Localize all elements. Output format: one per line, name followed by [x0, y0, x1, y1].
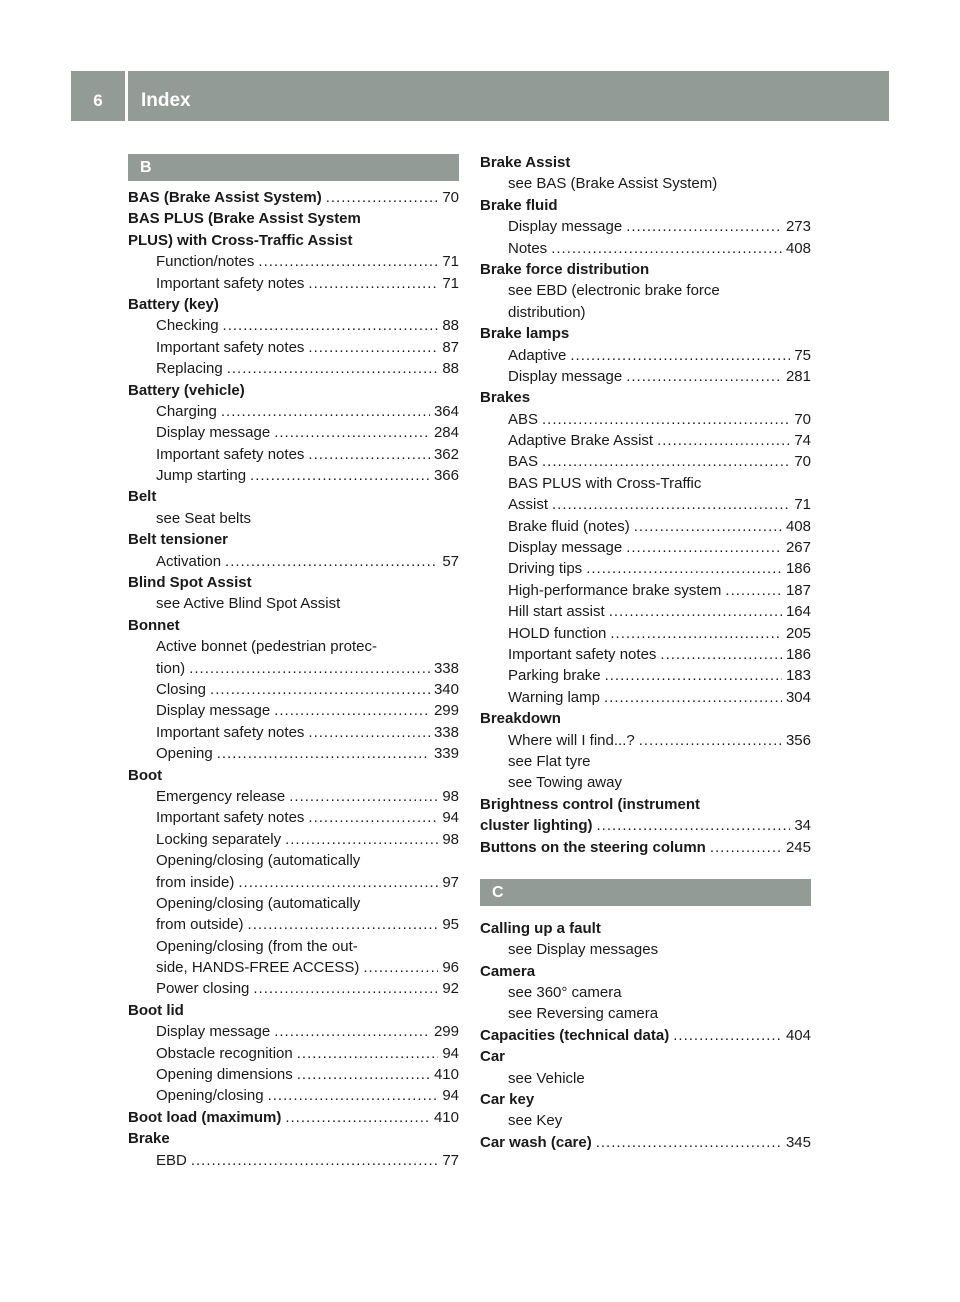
index-subentry — [128, 465, 459, 486]
index-entry — [128, 529, 459, 550]
entry-text: Emergency release — [156, 787, 286, 805]
index-subentry — [128, 251, 459, 272]
page-ref: 186 — [785, 560, 811, 578]
dot-leader — [363, 957, 438, 978]
index-subentry — [128, 315, 459, 336]
index-subentry — [128, 807, 459, 828]
dot-leader — [248, 914, 439, 935]
page-ref: 98 — [442, 787, 459, 805]
page-ref: 404 — [785, 1026, 811, 1044]
page-title: Index — [141, 90, 191, 111]
index-entry — [480, 961, 811, 982]
page-ref: 74 — [794, 432, 811, 450]
entry-text: Brake Assist — [480, 154, 571, 171]
dot-leader — [250, 465, 430, 486]
entry-text: Car wash (care) — [480, 1133, 592, 1151]
dot-leader — [238, 872, 438, 893]
entry-text: Opening/closing (from the out- — [156, 937, 358, 955]
dot-leader — [542, 409, 790, 430]
page-ref: 304 — [785, 688, 811, 706]
dot-leader — [610, 623, 782, 644]
entry-text: see 360° camera — [508, 984, 622, 1002]
entry-text: Hill start assist — [508, 603, 605, 621]
dot-leader — [605, 665, 782, 686]
index-entry — [480, 1046, 811, 1067]
entry-text: Car — [480, 1048, 506, 1066]
page-ref: 92 — [442, 980, 459, 998]
dot-leader — [597, 815, 791, 836]
page-ref: 408 — [785, 517, 811, 535]
entry-text: Brake lamps — [480, 325, 570, 343]
index-subentry — [480, 751, 811, 772]
dot-leader — [223, 315, 439, 336]
page-ref: 299 — [433, 702, 459, 720]
entry-text: Brake — [128, 1130, 170, 1148]
entry-text: Battery (vehicle) — [128, 381, 245, 399]
entry-text: see Display messages — [508, 941, 659, 959]
page-ref: 71 — [442, 274, 459, 292]
entry-text: see Flat tyre — [508, 752, 591, 770]
dot-leader — [274, 1021, 430, 1042]
dot-leader — [308, 337, 438, 358]
page-ref: 34 — [794, 817, 811, 835]
entry-text: High-performance brake system — [508, 581, 722, 599]
dot-leader — [268, 1085, 439, 1106]
dot-leader — [639, 730, 782, 751]
dot-leader — [289, 786, 438, 807]
index-subentry — [128, 1043, 459, 1064]
entry-text: Breakdown — [480, 710, 561, 728]
index-letter-heading: C — [480, 879, 811, 906]
entry-text: Display message — [508, 539, 623, 557]
entry-text: Warning lamp — [508, 688, 600, 706]
index-subentry — [480, 473, 811, 494]
entry-text: Power closing — [156, 980, 250, 998]
index-subentry — [128, 743, 459, 764]
index-subentry — [480, 537, 811, 558]
entry-text: Brake force distribution — [480, 260, 650, 278]
page-ref: 340 — [433, 680, 459, 698]
index-subentry — [480, 451, 811, 472]
entry-text: Display message — [508, 367, 623, 385]
index-subentry — [128, 978, 459, 999]
entry-text: Where will I find...? — [508, 731, 635, 749]
entry-text: see Seat belts — [156, 509, 252, 527]
index-subentry — [128, 337, 459, 358]
page-ref: 71 — [794, 496, 811, 514]
entry-text: Assist — [508, 496, 549, 514]
index-subentry — [480, 1003, 811, 1024]
entry-text: Car key — [480, 1091, 535, 1109]
index-subentry — [128, 1064, 459, 1085]
page-ref: 267 — [785, 539, 811, 557]
index-subentry — [480, 772, 811, 793]
dot-leader — [308, 722, 430, 743]
dot-leader — [634, 516, 782, 537]
index-subentry — [128, 872, 459, 893]
entry-text: Opening/closing (automatically — [156, 852, 361, 870]
dot-leader — [710, 837, 782, 858]
entry-text: Brake fluid — [480, 196, 558, 214]
index-subentry — [128, 1021, 459, 1042]
dot-leader — [586, 558, 782, 579]
entry-text: Driving tips — [508, 560, 583, 578]
index-entry — [480, 708, 811, 729]
index-subentry — [128, 850, 459, 871]
index-entry — [128, 486, 459, 507]
dot-leader — [225, 551, 438, 572]
entry-text: see BAS (Brake Assist System) — [508, 175, 718, 193]
entry-text: Replacing — [156, 360, 223, 378]
page-ref: 339 — [433, 745, 459, 763]
dot-leader — [570, 345, 790, 366]
entry-text: Charging — [156, 402, 217, 420]
entry-text: Parking brake — [508, 667, 601, 685]
index-entry — [128, 1107, 459, 1128]
page-ref: 75 — [794, 346, 811, 364]
index-entry — [480, 1025, 811, 1046]
index-subentry — [128, 1150, 459, 1171]
index-subentry — [480, 730, 811, 751]
page-ref: 71 — [442, 253, 459, 271]
page-ref: 95 — [442, 916, 459, 934]
entry-text: distribution) — [508, 303, 586, 321]
page-ref: 345 — [785, 1133, 811, 1151]
index-subentry — [128, 658, 459, 679]
page-ref: 70 — [442, 189, 459, 206]
index-subentry — [128, 722, 459, 743]
page-ref: 183 — [785, 667, 811, 685]
dot-leader — [326, 187, 439, 208]
entry-text: Blind Spot Assist — [128, 574, 252, 592]
index-subentry — [128, 636, 459, 657]
page-ref: 408 — [785, 239, 811, 257]
index-column-right — [480, 152, 811, 1153]
page-ref: 281 — [785, 367, 811, 385]
index-subentry — [128, 593, 459, 614]
dot-leader — [626, 366, 782, 387]
page-ref: 362 — [433, 445, 459, 463]
entry-text: Checking — [156, 317, 219, 335]
entry-text: Opening/closing — [156, 1087, 264, 1105]
index-letter-heading: B — [128, 154, 459, 181]
dot-leader — [210, 679, 430, 700]
page-ref: 186 — [785, 645, 811, 663]
dot-leader — [308, 273, 438, 294]
entry-text: HOLD function — [508, 624, 607, 642]
dot-leader — [227, 358, 439, 379]
entry-text: see Key — [508, 1112, 563, 1130]
index-subentry — [128, 957, 459, 978]
entry-text: from inside) — [156, 873, 235, 891]
page-ref: 205 — [785, 624, 811, 642]
dot-leader — [604, 687, 782, 708]
index-subentry — [480, 494, 811, 515]
index-entry — [480, 815, 811, 836]
index-entry — [128, 1128, 459, 1149]
entry-text: ABS — [508, 410, 539, 428]
entry-text: Closing — [156, 680, 207, 698]
entry-text: Locking separately — [156, 830, 282, 848]
index-subentry — [128, 273, 459, 294]
page-ref: 70 — [794, 410, 811, 428]
page-ref: 88 — [442, 360, 459, 378]
page-ref: 94 — [442, 1044, 459, 1062]
dot-leader — [217, 743, 430, 764]
index-subentry — [128, 358, 459, 379]
entry-text: see Vehicle — [508, 1069, 585, 1087]
dot-leader — [285, 1107, 430, 1128]
index-entry — [480, 837, 811, 858]
dot-leader — [258, 251, 438, 272]
entry-text: BAS PLUS (Brake Assist System — [128, 210, 361, 228]
entry-text: Brake fluid (notes) — [508, 517, 630, 535]
entry-text: Important safety notes — [156, 445, 305, 463]
entry-text: Boot — [128, 766, 163, 784]
index-entry — [480, 152, 811, 173]
entry-text: Opening dimensions — [156, 1066, 293, 1084]
entry-text: Display message — [156, 1023, 271, 1041]
index-subentry — [128, 786, 459, 807]
entry-text: Important safety notes — [156, 723, 305, 741]
dot-leader — [609, 601, 782, 622]
dot-leader — [253, 978, 438, 999]
index-entry — [128, 230, 459, 251]
entry-text: side, HANDS-FREE ACCESS) — [156, 959, 360, 977]
dot-leader — [297, 1043, 439, 1064]
dot-leader — [626, 537, 782, 558]
entry-text: Obstacle recognition — [156, 1044, 293, 1062]
index-entry — [128, 187, 459, 208]
entry-text: Important safety notes — [156, 274, 305, 292]
entry-text: Display message — [156, 702, 271, 720]
dot-leader — [660, 644, 782, 665]
index-subentry — [480, 345, 811, 366]
page-ref: 245 — [785, 838, 811, 856]
entry-text: Battery (key) — [128, 295, 219, 313]
index-subentry — [480, 1110, 811, 1131]
entry-text: tion) — [156, 659, 186, 677]
page-ref: 88 — [442, 317, 459, 335]
dot-leader — [725, 580, 782, 601]
page-ref: 57 — [442, 552, 459, 570]
entry-text: Brightness control (instrument — [480, 795, 701, 813]
entry-text: Belt tensioner — [128, 531, 229, 549]
index-subentry — [480, 939, 811, 960]
entry-text: BAS (Brake Assist System) — [128, 189, 322, 206]
dot-leader — [191, 1150, 438, 1171]
page-ref: 164 — [785, 603, 811, 621]
index-subentry — [128, 422, 459, 443]
dot-leader — [274, 700, 430, 721]
index-subentry — [480, 601, 811, 622]
index-subentry — [480, 982, 811, 1003]
dot-leader — [189, 658, 430, 679]
entry-text: Important safety notes — [156, 809, 305, 827]
index-subentry — [128, 508, 459, 529]
index-entry — [128, 615, 459, 636]
dot-leader — [274, 422, 430, 443]
entry-text: Buttons on the steering column — [480, 838, 706, 856]
page-ref: 96 — [442, 959, 459, 977]
entry-text: see Active Blind Spot Assist — [156, 595, 341, 613]
index-subentry — [480, 238, 811, 259]
page-ref: 410 — [433, 1108, 459, 1126]
entry-text: see Reversing camera — [508, 1005, 659, 1023]
page-ref: 338 — [433, 659, 459, 677]
entry-text: cluster lighting) — [480, 817, 593, 835]
entry-text: Boot load (maximum) — [128, 1108, 282, 1126]
index-subentry — [480, 644, 811, 665]
page-ref: 87 — [442, 338, 459, 356]
page-ref: 97 — [442, 873, 459, 891]
index-subentry — [480, 173, 811, 194]
index-entry — [480, 794, 811, 815]
entry-text: EBD — [156, 1151, 187, 1169]
dot-leader — [542, 451, 790, 472]
index-subentry — [480, 516, 811, 537]
index-subentry — [480, 216, 811, 237]
entry-text: from outside) — [156, 916, 244, 934]
dot-leader — [308, 807, 438, 828]
page-header — [71, 71, 889, 121]
index-subentry — [128, 551, 459, 572]
dot-leader — [297, 1064, 430, 1085]
page-ref: 94 — [442, 1087, 459, 1105]
entry-text: Camera — [480, 962, 536, 980]
dot-leader — [221, 401, 430, 422]
index-subentry — [128, 1085, 459, 1106]
index-entry — [480, 1132, 811, 1153]
entry-text: Bonnet — [128, 616, 180, 634]
entry-text: Brakes — [480, 389, 531, 407]
index-entry — [128, 765, 459, 786]
entry-text: Display message — [156, 424, 271, 442]
entry-text: Activation — [156, 552, 222, 570]
entry-text: Active bonnet (pedestrian protec- — [156, 638, 377, 656]
index-subentry — [480, 580, 811, 601]
index-entry — [128, 208, 459, 229]
index-subentry — [128, 829, 459, 850]
index-entry — [480, 323, 811, 344]
page-ref: 94 — [442, 809, 459, 827]
page-ref: 77 — [442, 1151, 459, 1169]
entry-text: Adaptive Brake Assist — [508, 432, 654, 450]
index-subentry — [480, 558, 811, 579]
index-subentry — [128, 444, 459, 465]
page-ref: 356 — [785, 731, 811, 749]
index-entry — [480, 1089, 811, 1110]
index-subentry — [128, 914, 459, 935]
entry-text: Function/notes — [156, 253, 255, 271]
index-subentry — [128, 679, 459, 700]
dot-leader — [552, 494, 790, 515]
entry-text: BAS PLUS with Cross-Traffic — [508, 474, 702, 492]
entry-text: Opening — [156, 745, 213, 763]
page-ref: 187 — [785, 581, 811, 599]
entry-text: Boot lid — [128, 1001, 184, 1019]
page-ref: 273 — [785, 218, 811, 236]
entry-text: Opening/closing (automatically — [156, 894, 361, 912]
header-divider — [125, 71, 128, 121]
index-subentry — [480, 623, 811, 644]
entry-text: Important safety notes — [508, 645, 657, 663]
index-subentry — [480, 366, 811, 387]
page-ref: 410 — [433, 1066, 459, 1084]
dot-leader — [551, 238, 782, 259]
entry-text: Display message — [508, 218, 623, 236]
index-entry — [480, 195, 811, 216]
index-subentry — [128, 893, 459, 914]
page-ref: 299 — [433, 1023, 459, 1041]
dot-leader — [626, 216, 782, 237]
dot-leader — [673, 1025, 782, 1046]
index-column-left — [128, 154, 459, 1171]
entry-text: Notes — [508, 239, 548, 257]
entry-text: see EBD (electronic brake force — [508, 282, 720, 300]
index-entry — [480, 259, 811, 280]
page-ref: 70 — [794, 453, 811, 471]
index-subentry — [128, 700, 459, 721]
index-entry — [480, 387, 811, 408]
page-ref: 366 — [433, 467, 459, 485]
entry-text: Calling up a fault — [480, 919, 601, 937]
entry-text: BAS — [508, 453, 539, 471]
index-subentry — [128, 401, 459, 422]
index-entry — [128, 380, 459, 401]
entry-text: Jump starting — [156, 467, 247, 485]
index-subentry — [480, 665, 811, 686]
entry-text: PLUS) with Cross-Traffic Assist — [128, 231, 353, 249]
dot-leader — [657, 430, 790, 451]
page-ref: 338 — [433, 723, 459, 741]
index-subentry — [480, 280, 811, 301]
index-subentry — [480, 687, 811, 708]
page-ref: 364 — [433, 402, 459, 420]
index-entry — [480, 918, 811, 939]
entry-text: Adaptive — [508, 346, 567, 364]
entry-text: Important safety notes — [156, 338, 305, 356]
dot-leader — [308, 444, 430, 465]
index-subentry — [480, 302, 811, 323]
index-entry — [128, 572, 459, 593]
index-subentry — [480, 430, 811, 451]
entry-text: Capacities (technical data) — [480, 1026, 670, 1044]
dot-leader — [596, 1132, 782, 1153]
index-entry — [128, 1000, 459, 1021]
dot-leader — [285, 829, 438, 850]
page-ref: 284 — [433, 424, 459, 442]
entry-text: Belt — [128, 488, 157, 506]
index-subentry — [480, 409, 811, 430]
index-subentry — [128, 936, 459, 957]
entry-text: see Towing away — [508, 774, 622, 792]
page-ref: 98 — [442, 830, 459, 848]
index-subentry — [480, 1068, 811, 1089]
page-number: 6 — [93, 91, 103, 110]
index-entry — [128, 294, 459, 315]
